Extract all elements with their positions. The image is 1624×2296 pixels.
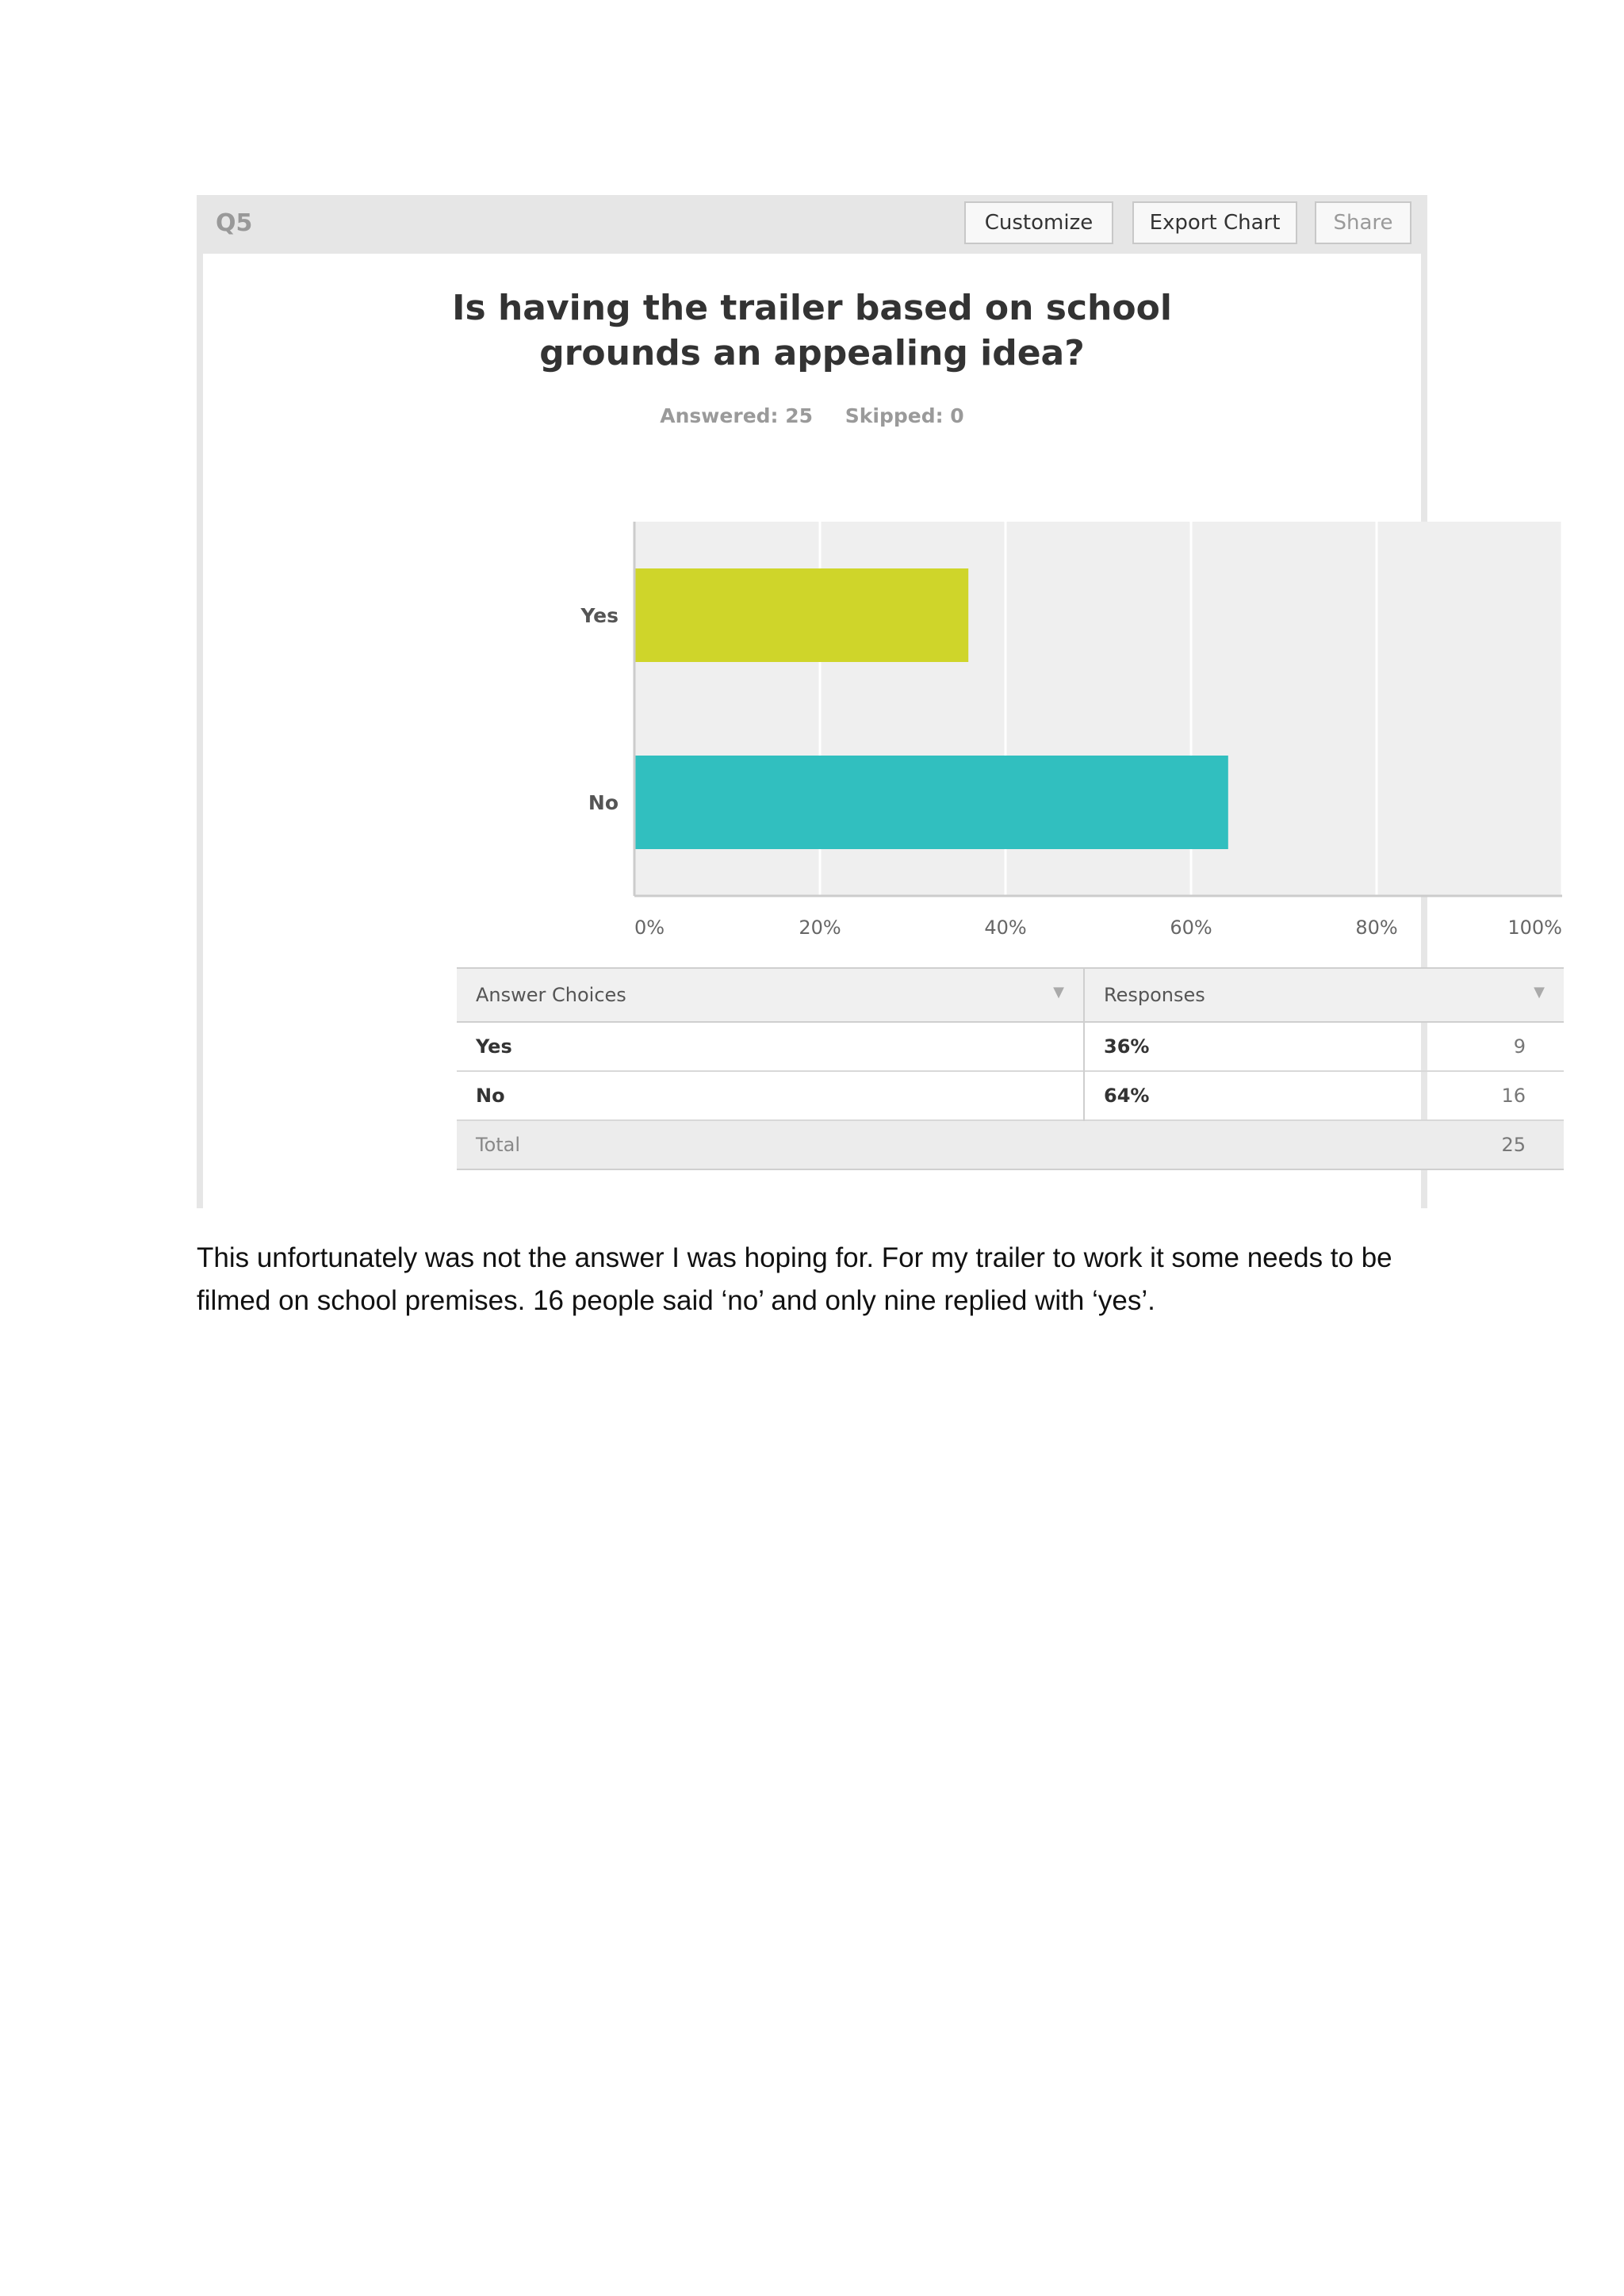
answered-count: Answered: 25: [660, 404, 814, 427]
chart-title-line1: Is having the trailer based on school: [452, 288, 1172, 328]
x-tick-label: 0%: [634, 916, 665, 939]
panel-body: [203, 254, 1562, 1208]
category-label: No: [588, 791, 619, 814]
panel-header: [197, 195, 1427, 254]
response-percent: 36%: [1104, 1035, 1150, 1058]
sort-caret-icon[interactable]: ▼: [1534, 984, 1545, 1001]
bar-yes: [634, 568, 968, 662]
question-number: Q5: [216, 209, 253, 237]
response-count: 9: [1513, 1035, 1526, 1058]
skipped-count: Skipped: 0: [845, 404, 964, 427]
header-answer-choices[interactable]: [457, 968, 1084, 1022]
customize-button[interactable]: Customize: [964, 201, 1113, 244]
header-answer-choices-label: Answer Choices: [476, 984, 626, 1006]
x-tick-label: 60%: [1170, 916, 1212, 939]
total-label: Total: [476, 1134, 521, 1156]
x-tick-label: 100%: [1507, 916, 1562, 939]
table-header-row: [457, 968, 1564, 1022]
caption-line-1: This unfortunately was not the answer I was hoping for. For my trailer to work it some needs to be: [197, 1242, 1392, 1273]
header-responses[interactable]: [1084, 968, 1564, 1022]
answer-choice: No: [457, 1071, 1084, 1120]
header-responses-label: Responses: [1104, 984, 1205, 1006]
caption-text: [197, 1237, 1434, 1322]
x-tick-label: 40%: [984, 916, 1027, 939]
x-tick-label: 80%: [1355, 916, 1398, 939]
bar-chart: [203, 254, 1562, 951]
category-label: Yes: [580, 604, 619, 627]
share-button[interactable]: Share: [1315, 201, 1411, 244]
response-percent: 64%: [1104, 1085, 1150, 1107]
responses-table: [457, 967, 1564, 1170]
chart-title-line2: grounds an appealing idea?: [539, 333, 1085, 373]
x-tick-label: 20%: [799, 916, 841, 939]
total-count: 25: [1501, 1134, 1526, 1156]
table-total-row: [457, 1120, 1564, 1169]
bar-no: [634, 756, 1228, 849]
export-chart-button[interactable]: Export Chart: [1132, 201, 1297, 244]
response-count: 16: [1501, 1085, 1526, 1107]
response-cell: [1084, 1071, 1564, 1120]
answer-choice: Yes: [457, 1022, 1084, 1071]
survey-question-panel: [197, 195, 1562, 1208]
sort-caret-icon[interactable]: ▼: [1053, 984, 1064, 1001]
table-row: [457, 1071, 1564, 1120]
caption-line-2: filmed on school premises. 16 people said ‘no’ and only nine replied with ‘yes’.: [197, 1285, 1155, 1316]
total-cell: [1084, 1120, 1564, 1169]
response-cell: [1084, 1022, 1564, 1071]
table-row: [457, 1022, 1564, 1071]
